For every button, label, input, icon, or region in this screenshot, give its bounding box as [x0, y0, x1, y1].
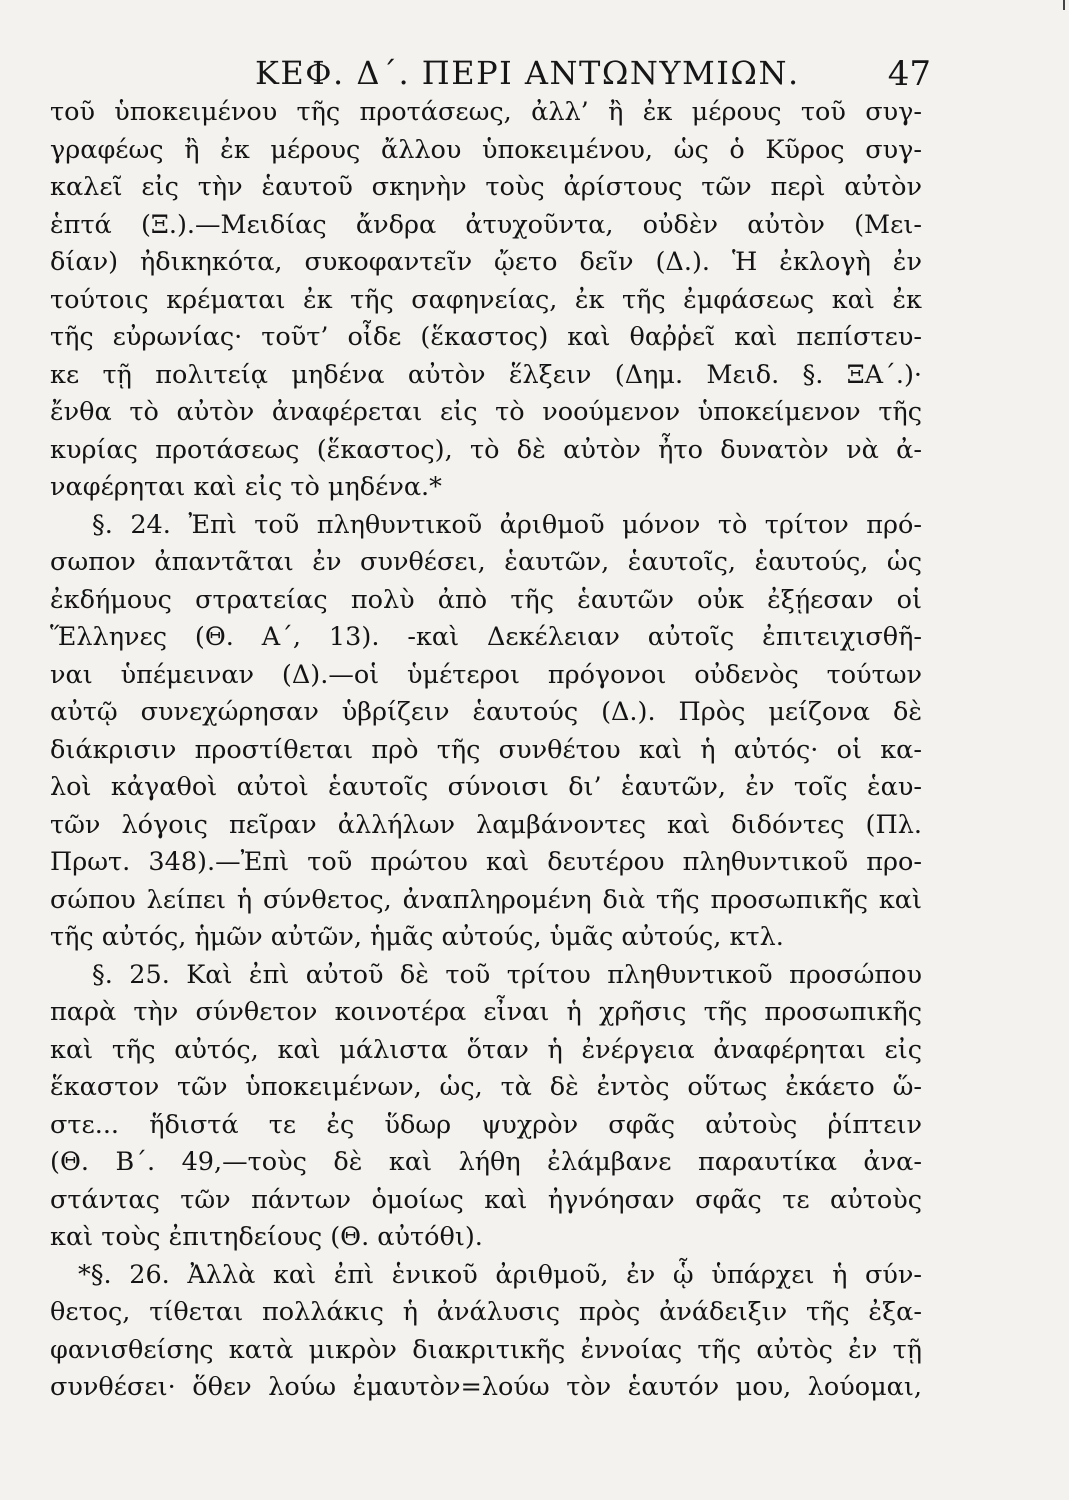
body-text: [50, 94, 922, 1407]
text-line: λοὶ κἀγαθοὶ αὐτοὶ ἑαυτοῖς σύνοισι δι’ ἑαυτῶν, ἐν τοῖς ἑαυ-: [50, 772, 922, 802]
text-line: ἕκαστον τῶν ὑποκειμένων, ὡς, τὰ δὲ ἐντὸς οὕτως ἐκάετο ὥ-: [50, 1072, 922, 1102]
text-line: καὶ τῆς αὐτός, καὶ μάλιστα ὅταν ἡ ἐνέργεια ἀναφέρηται εἰς: [50, 1034, 922, 1065]
text-line: ἑπτά (Ξ.).—Μειδίας ἄνδρα ἀτυχοῦντα, οὐδὲν αὐτὸν (Μει-: [50, 209, 922, 240]
text-line: τοῦ ὑποκειμένου τῆς προτάσεως, ἀλλ’ ἢ ἐκ μέρους τοῦ συγ-: [50, 97, 922, 127]
text-line: αὐτῷ συνεχώρησαν ὑβρίζειν ἑαυτούς (Δ.). Πρὸς μείζονα δὲ: [50, 697, 922, 727]
text-line: Πρωτ. 348).—Ἐπὶ τοῦ πρώτου καὶ δευτέρου πληθυντικοῦ προ-: [50, 847, 922, 877]
text-line: δίαν) ἠδικηκότα, συκοφαντεῖν ᾤετο δεῖν (Δ.). Ἡ ἐκλογὴ ἐν: [50, 247, 922, 277]
text-line: ναι ὑπέμειναν (Δ).—οἱ ὑμέτεροι πρόγονοι οὐδενὸς τούτων: [50, 659, 922, 690]
text-line: (Θ. Β΄. 49,—τοὺς δὲ καὶ λήθη ἐλάμβανε παραυτίκα ἀνα-: [50, 1147, 922, 1177]
text-line: ἔνθα τὸ αὐτὸν ἀναφέρεται εἰς τὸ νοούμενον ὑποκείμενον τῆς: [50, 397, 922, 427]
text-line: ναφέρηται καὶ εἰς τὸ μηδένα.*: [50, 472, 442, 502]
text-line: θετος, τίθεται πολλάκις ἡ ἀνάλυσις πρὸς ἀνάδειξιν τῆς ἐξα-: [50, 1297, 922, 1327]
text-line: καὶ τοὺς ἐπιτηδείους (Θ. αὐτόθι).: [50, 1222, 483, 1252]
text-line: τῶν λόγοις πεῖραν ἀλλήλων λαμβάνοντες καὶ διδόντες (Πλ.: [50, 809, 922, 840]
text-line: παρὰ τὴν σύνθετον κοινοτέρα εἶναι ἡ χρῆσις τῆς προσωπικῆς: [50, 997, 922, 1027]
text-line: καλεῖ εἰς τὴν ἑαυτοῦ σκηνὴν τοὺς ἀρίστους τῶν περὶ αὐτὸν: [50, 172, 922, 202]
text-line: διάκρισιν προστίθεται πρὸ τῆς συνθέτου καὶ ἡ αὐτός· οἱ κα-: [50, 734, 922, 765]
section-24-heading-line: §. 24. Ἐπὶ τοῦ πληθυντικοῦ ἀριθμοῦ μόνον τὸ τρίτον πρό-: [92, 509, 922, 540]
section-26-heading-line: *§. 26. Ἀλλὰ καὶ ἐπὶ ἑνικοῦ ἀριθμοῦ, ἐν ᾧ ὑπάρχει ἡ σύν-: [78, 1259, 922, 1290]
page-number: 47: [887, 54, 931, 94]
text-line: κε τῇ πολιτείᾳ μηδένα αὐτὸν ἕλξειν (Δημ. Μειδ. §. ΞΑ΄.)·: [50, 359, 922, 390]
text-line: τῆς αὐτός, ἡμῶν αὐτῶν, ἡμᾶς αὐτούς, ὑμᾶς αὐτούς, κτλ.: [50, 922, 784, 952]
text-line: σωπον ἀπαντᾶται ἐν συνθέσει, ἑαυτῶν, ἑαυτοῖς, ἑαυτούς, ὡς: [50, 547, 922, 577]
text-line: τῆς εὐρωνίας· τοῦτ’ οἶδε (ἕκαστος) καὶ θαῤῥεῖ καὶ πεπίστευ-: [50, 322, 922, 352]
page-edge-mark: [1063, 0, 1065, 10]
text-line: τούτοις κρέμαται ἐκ τῆς σαφηνείας, ἐκ τῆς ἐμφάσεως καὶ ἐκ: [50, 284, 922, 315]
text-line: κυρίας προτάσεως (ἕκαστος), τὸ δὲ αὐτὸν ἦτο δυνατὸν νὰ ἀ-: [50, 434, 922, 465]
chapter-title: ΚΕΦ. Δ΄. ΠΕΡΙ ΑΝΤΩΝΥΜΙΩΝ.: [255, 54, 800, 92]
text-line: στε... ἥδιστά τε ἐς ὕδωρ ψυχρὸν σφᾶς αὐτοὺς ῥίπτειν: [50, 1109, 922, 1140]
text-line: συνθέσει· ὅθεν λούω ἐμαυτὸν=λούω τὸν ἑαυτόν μου, λούομαι,: [50, 1372, 922, 1402]
section-25-heading-line: §. 25. Καὶ ἐπὶ αὐτοῦ δὲ τοῦ τρίτου πληθυντικοῦ προσώπου: [92, 959, 922, 990]
text-line: σώπου λείπει ἡ σύνθετος, ἀναπληρομένη διὰ τῆς προσωπικῆς καὶ: [50, 884, 922, 915]
text-line: Ἕλληνες (Θ. Α΄, 13). -καὶ Δεκέλειαν αὐτοῖς ἐπιτειχισθῆ-: [50, 622, 922, 652]
text-line: φανισθείσης κατὰ μικρὸν διακριτικῆς ἐννοίας τῆς αὐτὸς ἐν τῇ: [50, 1334, 922, 1365]
text-line: γραφέως ἢ ἐκ μέρους ἄλλου ὑποκειμένου, ὡς ὁ Κῦρος συγ-: [50, 134, 922, 165]
text-line: στάντας τῶν πάντων ὁμοίως καὶ ἠγνόησαν σφᾶς τε αὐτοὺς: [50, 1184, 922, 1215]
text-line: ἐκδήμους στρατείας πολὺ ἀπὸ τῆς ἑαυτῶν οὐκ ἐξῄεσαν οἱ: [50, 584, 922, 615]
